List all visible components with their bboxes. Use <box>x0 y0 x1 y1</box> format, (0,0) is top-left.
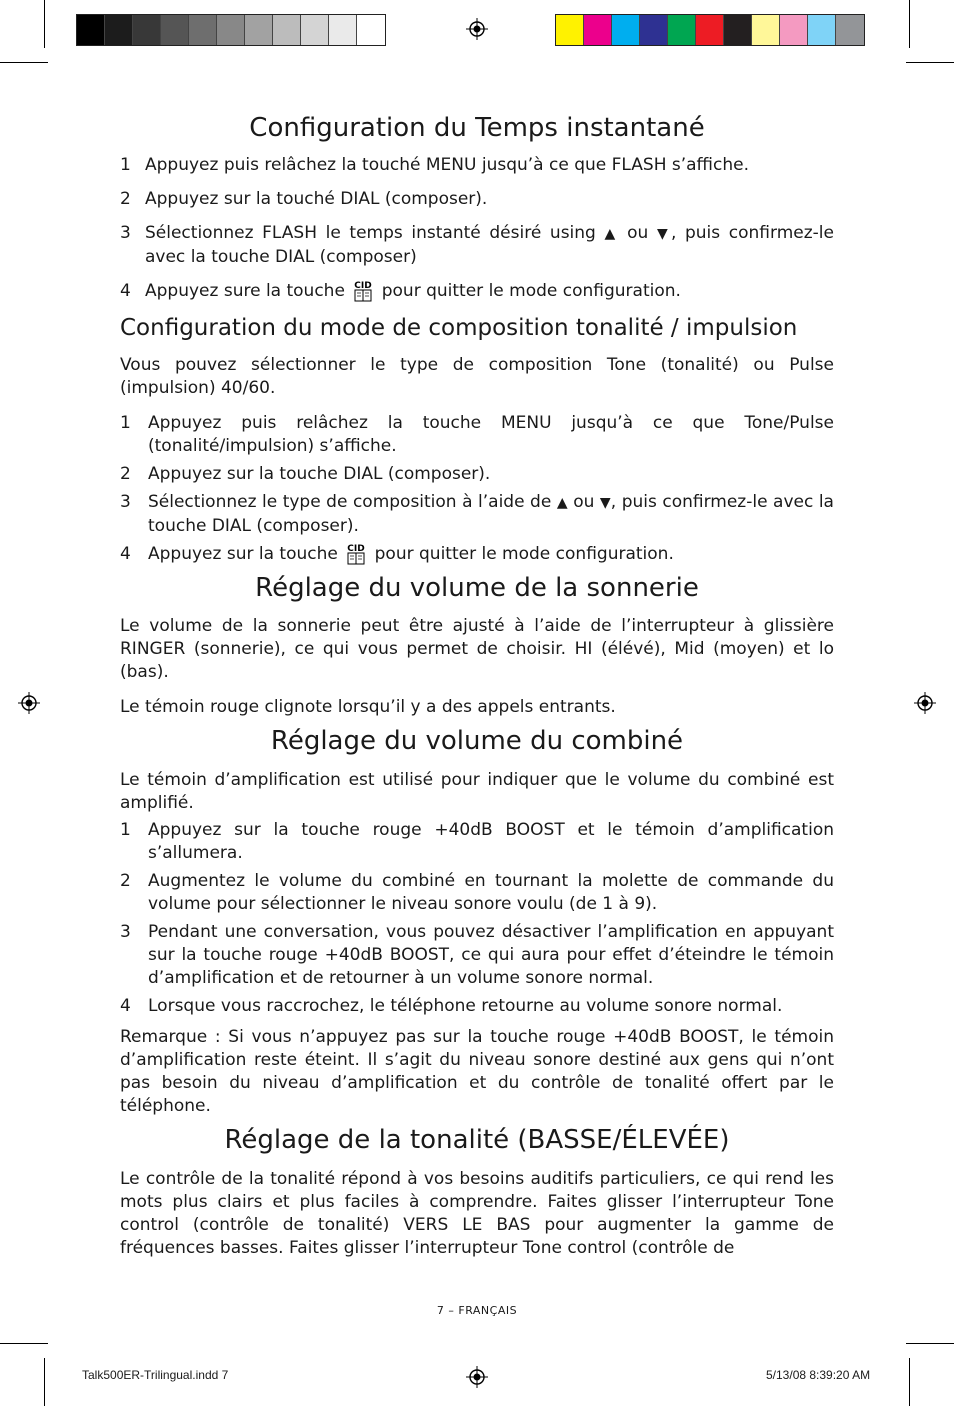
step-text: Appuyez sur la touche rouge +40dB BOOST et le témoin d’amplification s’allumera. <box>148 820 834 864</box>
color-swatch <box>724 15 752 45</box>
step-text: Augmentez le volume du combiné en tournant la molette de commande du volume pour sélectionner le niveau sonore voulu (de 1 à 9). <box>148 871 834 915</box>
ringer-paragraph: Le volume de la sonnerie peut être ajusté à l’aide de l’interrupteur à glissière RINGER (sonnerie), ce qui vous permet de choisir. HI (élévé), Mid (moyen) et lo (bas). <box>120 616 834 683</box>
step-text-or: ou <box>627 222 649 243</box>
step-number: 1 <box>120 154 131 175</box>
registration-mark-icon <box>914 692 936 714</box>
color-swatch <box>612 15 640 45</box>
crop-mark <box>44 1358 45 1406</box>
step-text-part: Sélectionnez le type de composition à l’aide de <box>148 491 552 512</box>
handset-steps <box>120 819 834 1018</box>
color-swatch <box>77 15 105 45</box>
up-arrow-icon: ▲ <box>556 494 568 511</box>
cid-icon-label: CID <box>354 280 373 291</box>
step-number: 2 <box>120 871 131 892</box>
step-number: 2 <box>120 188 131 209</box>
step-number: 3 <box>120 922 131 943</box>
list-item <box>120 921 834 990</box>
color-swatch <box>301 15 329 45</box>
slug-date: 5/13/08 8:39:20 AM <box>766 1368 871 1382</box>
list-item <box>120 188 834 211</box>
step-number: 1 <box>120 412 131 433</box>
crop-mark <box>909 0 910 48</box>
step-text-or: ou <box>573 491 595 512</box>
step-number: 4 <box>120 996 131 1017</box>
step-text: Pendant une conversation, vous pouvez désactiver l’amplification en appuyant sur la touche rouge +40dB BOOST, ce qui aura pour effet d’éteindre le témoin d’amplification et de retourner à un volume sonore normal. <box>148 922 834 989</box>
step-text-part: , puis confirmez-le avec la touche DIAL (composer). <box>148 491 834 536</box>
step-number: 3 <box>120 491 131 512</box>
color-swatch <box>329 15 357 45</box>
color-swatch <box>808 15 836 45</box>
color-swatch <box>584 15 612 45</box>
grayscale-calibration-bar <box>76 14 386 46</box>
ringer-led-paragraph: Le témoin rouge clignote lorsqu’il y a des appels entrants. <box>120 697 616 718</box>
step-text-part: pour quitter le mode configuration. <box>381 280 681 301</box>
color-swatch <box>189 15 217 45</box>
color-swatch <box>273 15 301 45</box>
color-swatch <box>668 15 696 45</box>
step-text-part: , puis confirmez-le avec la touche DIAL (composer) <box>145 222 834 267</box>
up-arrow-icon: ▲ <box>604 225 619 242</box>
cid-icon-label: CID <box>347 543 365 554</box>
step-text <box>148 543 834 566</box>
color-swatch <box>357 15 385 45</box>
step-text: Appuyez sur la touche DIAL (composer). <box>148 463 491 484</box>
cid-book-icon <box>350 280 376 302</box>
step-text <box>148 491 834 538</box>
handset-note: Remarque : Si vous n’appuyez pas sur la touche rouge +40dB BOOST, le témoin d’amplification reste éteint. Il s’agit du niveau sonore destiné aux gens qui n’ont pas besoin du niveau d’amplification et du contrôle de tonalité offert par le téléphone. <box>120 1027 834 1117</box>
list-item <box>120 543 834 566</box>
down-arrow-icon: ▼ <box>599 494 611 511</box>
step-text: Lorsque vous raccrochez, le téléphone retourne au volume sonore normal. <box>148 996 783 1017</box>
section-title-dial-mode: Configuration du mode de composition tonalité / impulsion <box>120 314 798 341</box>
step-text <box>145 280 834 303</box>
list-item <box>120 222 834 269</box>
color-swatch <box>245 15 273 45</box>
page-content <box>120 112 834 1260</box>
list-item <box>120 819 834 865</box>
tone-paragraph-rest: répond à vos besoins auditifs particuliers, ce qui rend les mots plus clairs et plus faciles à comprendre. Faites glisser l’interrupteur Tone control (contrôle de tonalité) VERS LE BAS pour augmenter la gamme de fréquences basses. Faites glisser l’interrupteur Tone control (contrôle de <box>120 1169 834 1259</box>
list-item <box>120 154 834 177</box>
color-swatch <box>780 15 808 45</box>
registration-mark-icon <box>466 18 488 40</box>
crop-mark <box>909 1358 910 1406</box>
list-item <box>120 870 834 916</box>
handset-intro: Le témoin d’amplification est utilisé pour indiquer que le volume du combiné est amplifié. <box>120 770 834 814</box>
color-swatch <box>696 15 724 45</box>
list-item <box>120 412 834 458</box>
step-text-part: Appuyez sure la touche <box>145 280 345 301</box>
registration-mark-icon <box>466 1366 488 1388</box>
color-swatch <box>105 15 133 45</box>
cid-book-icon <box>343 543 369 565</box>
registration-mark-icon <box>18 692 40 714</box>
section-title-ringer: Réglage du volume de la sonnerie <box>255 572 699 603</box>
section-title-tone: Réglage de la tonalité (BASSE/ÉLEVÉE) <box>224 1125 730 1156</box>
color-swatch <box>752 15 780 45</box>
down-arrow-icon: ▼ <box>656 225 671 242</box>
list-item <box>120 995 834 1018</box>
step-number: 1 <box>120 820 131 841</box>
section-title-handset: Réglage du volume du combiné <box>270 726 684 757</box>
page-number: 7 – FRANÇAIS <box>436 1304 518 1317</box>
crop-mark <box>0 62 48 63</box>
list-item <box>120 491 834 538</box>
step-number: 4 <box>120 543 131 564</box>
step-text-part: Sélectionnez FLASH le temps instanté désiré using <box>145 222 596 243</box>
step-text: Appuyez puis relâchez la touché MENU jusqu’à ce que FLASH s’affiche. <box>145 154 749 175</box>
crop-mark <box>906 1343 954 1344</box>
step-text: Appuyez sur la touché DIAL (composer). <box>145 188 488 209</box>
section-title-flash: Configuration du Temps instantané <box>249 113 705 143</box>
list-item <box>120 280 834 303</box>
step-number: 4 <box>120 280 131 301</box>
list-item <box>120 463 834 486</box>
color-swatch <box>556 15 584 45</box>
color-swatch <box>836 15 864 45</box>
color-swatch <box>217 15 245 45</box>
slug-file: Talk500ER-Trilingual.indd 7 <box>82 1368 229 1382</box>
crop-mark <box>0 1343 48 1344</box>
step-text: Appuyez puis relâchez la touche MENU jusqu’à ce que Tone/Pulse (tonalité/impulsion) s’affiche. <box>148 412 834 456</box>
step-text-part: pour quitter le mode configuration. <box>374 543 674 564</box>
step-text-part: Appuyez sur la touche <box>148 543 338 564</box>
crop-mark <box>906 62 954 63</box>
dial-mode-steps <box>120 412 834 566</box>
tone-paragraph-lead: Le contrôle de la tonalité <box>120 1169 336 1190</box>
color-swatch <box>161 15 189 45</box>
color-swatch <box>640 15 668 45</box>
dial-mode-intro: Vous pouvez sélectionner le type de composition Tone (tonalité) ou Pulse (impulsion) 40/60. <box>120 354 834 398</box>
step-number: 2 <box>120 463 131 484</box>
tone-paragraph <box>120 1168 834 1260</box>
step-number: 3 <box>120 222 131 243</box>
flash-steps <box>120 154 834 303</box>
color-swatch <box>133 15 161 45</box>
color-calibration-bar <box>555 14 865 46</box>
step-text <box>145 222 834 269</box>
crop-mark <box>44 0 45 48</box>
